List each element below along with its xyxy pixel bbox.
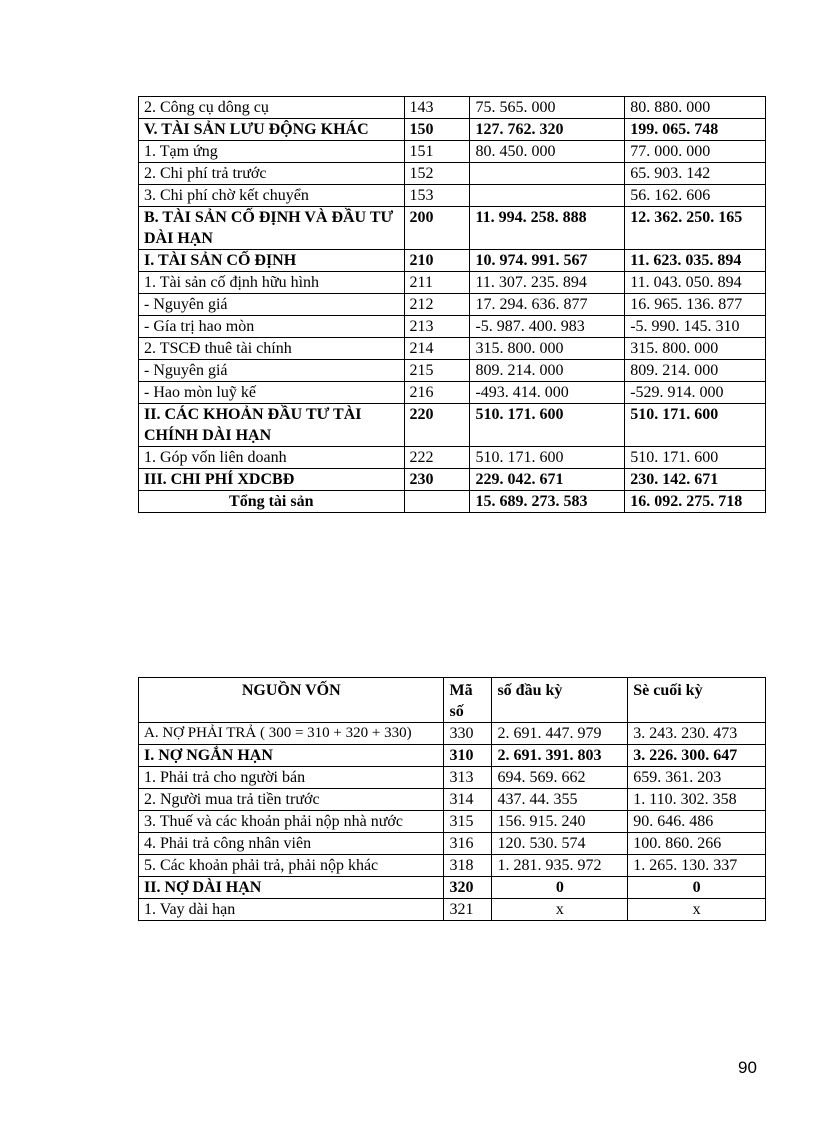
header-sources: NGUỒN VỐN (139, 678, 444, 723)
row-name: II. NỢ DÀI HẠN (139, 877, 444, 899)
row-code: 216 (404, 382, 470, 404)
table-row (139, 745, 766, 767)
row-end-value: 77. 000. 000 (625, 141, 766, 163)
capital-sources-table (138, 677, 766, 921)
table-row (139, 447, 766, 469)
row-end-value: -529. 914. 000 (625, 382, 766, 404)
row-code: 330 (444, 723, 492, 745)
table-row (139, 767, 766, 789)
row-begin-value: 17. 294. 636. 877 (470, 294, 625, 316)
row-name: 3. Chi phí chờ kết chuyển (139, 185, 405, 207)
row-end-value: 65. 903. 142 (625, 163, 766, 185)
row-name: 2. Người mua trả tiền trước (139, 789, 444, 811)
table-row (139, 789, 766, 811)
row-end-value: 1. 265. 130. 337 (628, 855, 766, 877)
row-code: 151 (404, 141, 470, 163)
table-row (139, 360, 766, 382)
row-code: 314 (444, 789, 492, 811)
row-code: 153 (404, 185, 470, 207)
row-code: 200 (404, 207, 470, 250)
row-end-value: 3. 226. 300. 647 (628, 745, 766, 767)
header-code: Mã số (444, 678, 492, 723)
row-code: 310 (444, 745, 492, 767)
row-name: 2. Công cụ dông cụ (139, 97, 405, 119)
row-code: 316 (444, 833, 492, 855)
row-end-value: -5. 990. 145. 310 (625, 316, 766, 338)
row-name: - Nguyên giá (139, 294, 405, 316)
table-row (139, 141, 766, 163)
row-begin-value: -5. 987. 400. 983 (470, 316, 625, 338)
row-code: 230 (404, 469, 470, 491)
row-code: 315 (444, 811, 492, 833)
row-begin-value: 510. 171. 600 (470, 404, 625, 447)
table-row (139, 97, 766, 119)
row-name: I. TÀI SẢN CỐ ĐỊNH (139, 250, 405, 272)
row-begin-value: 156. 915. 240 (492, 811, 628, 833)
row-code: 318 (444, 855, 492, 877)
row-name: III. CHI PHÍ XDCBĐ (139, 469, 405, 491)
row-code: 143 (404, 97, 470, 119)
row-end-value: 12. 362. 250. 165 (625, 207, 766, 250)
header-end: Sè cuối kỳ (628, 678, 766, 723)
row-begin-value: x (492, 899, 628, 921)
row-name: 1. Tạm ứng (139, 141, 405, 163)
row-begin-value: 75. 565. 000 (470, 97, 625, 119)
table-row (139, 294, 766, 316)
row-end-value: 90. 646. 486 (628, 811, 766, 833)
table-row (139, 207, 766, 250)
row-code: 222 (404, 447, 470, 469)
row-name: 2. Chi phí trả trước (139, 163, 405, 185)
table-row (139, 119, 766, 141)
row-end-value: 56. 162. 606 (625, 185, 766, 207)
row-name: 4. Phải trả công nhân viên (139, 833, 444, 855)
row-end-value: 1. 110. 302. 358 (628, 789, 766, 811)
row-end-value: 659. 361. 203 (628, 767, 766, 789)
assets-table (138, 96, 766, 513)
table-row (139, 382, 766, 404)
row-begin-value: 127. 762. 320 (470, 119, 625, 141)
row-begin-value: 694. 569. 662 (492, 767, 628, 789)
row-name: 2. TSCĐ thuê tài chính (139, 338, 405, 360)
row-begin-value: 2. 691. 391. 803 (492, 745, 628, 767)
row-end-value: 315. 800. 000 (625, 338, 766, 360)
row-end-value: 510. 171. 600 (625, 404, 766, 447)
row-end-value: 11. 623. 035. 894 (625, 250, 766, 272)
row-begin-value: 10. 974. 991. 567 (470, 250, 625, 272)
row-name: - Gía trị hao mòn (139, 316, 405, 338)
row-name: II. CÁC KHOẢN ĐẦU TƯ TÀI CHÍNH DÀI HẠN (139, 404, 405, 447)
row-name: 5. Các khoản phải trả, phải nộp khác (139, 855, 444, 877)
table-row (139, 272, 766, 294)
row-name: - Nguyên giá (139, 360, 405, 382)
table-row (139, 723, 766, 745)
row-begin-value (470, 163, 625, 185)
row-begin-value: 315. 800. 000 (470, 338, 625, 360)
row-code: 210 (404, 250, 470, 272)
row-code: 214 (404, 338, 470, 360)
table-row (139, 163, 766, 185)
row-begin-value: -493. 414. 000 (470, 382, 625, 404)
table-row (139, 811, 766, 833)
row-end-value: 80. 880. 000 (625, 97, 766, 119)
row-code: 150 (404, 119, 470, 141)
row-name: 1. Góp vốn liên doanh (139, 447, 405, 469)
row-begin-value: 510. 171. 600 (470, 447, 625, 469)
row-end-value: 3. 243. 230. 473 (628, 723, 766, 745)
row-code: 211 (404, 272, 470, 294)
row-name: Tổng tài sản (139, 491, 405, 513)
row-name: 1. Phải trả cho người bán (139, 767, 444, 789)
row-end-value: x (628, 899, 766, 921)
table-row (139, 185, 766, 207)
row-begin-value: 120. 530. 574 (492, 833, 628, 855)
table-row (139, 338, 766, 360)
row-begin-value: 1. 281. 935. 972 (492, 855, 628, 877)
row-code: 321 (444, 899, 492, 921)
row-end-value: 16. 092. 275. 718 (625, 491, 766, 513)
row-end-value: 0 (628, 877, 766, 899)
table-row (139, 877, 766, 899)
row-end-value: 199. 065. 748 (625, 119, 766, 141)
row-end-value: 809. 214. 000 (625, 360, 766, 382)
row-begin-value: 229. 042. 671 (470, 469, 625, 491)
row-end-value: 100. 860. 266 (628, 833, 766, 855)
row-begin-value: 809. 214. 000 (470, 360, 625, 382)
row-name: V. TÀI SẢN LƯU ĐỘNG KHÁC (139, 119, 405, 141)
table-row (139, 833, 766, 855)
table-row (139, 250, 766, 272)
row-code (404, 491, 470, 513)
table-row (139, 469, 766, 491)
table-row (139, 316, 766, 338)
row-begin-value: 437. 44. 355 (492, 789, 628, 811)
row-begin-value: 11. 994. 258. 888 (470, 207, 625, 250)
row-code: 313 (444, 767, 492, 789)
row-begin-value: 2. 691. 447. 979 (492, 723, 628, 745)
table-row (139, 899, 766, 921)
row-code: 215 (404, 360, 470, 382)
table-row (139, 404, 766, 447)
table-row (139, 855, 766, 877)
table-header-row (139, 678, 766, 723)
row-end-value: 11. 043. 050. 894 (625, 272, 766, 294)
row-name: B. TÀI SẢN CỐ ĐỊNH VÀ ĐẦU TƯ DÀI HẠN (139, 207, 405, 250)
row-name: 1. Vay dài hạn (139, 899, 444, 921)
row-begin-value: 0 (492, 877, 628, 899)
row-code: 212 (404, 294, 470, 316)
row-begin-value (470, 185, 625, 207)
row-name: I. NỢ NGẮN HẠN (139, 745, 444, 767)
row-code: 152 (404, 163, 470, 185)
row-name: 1. Tài sản cố định hữu hình (139, 272, 405, 294)
row-name: A. NỢ PHẢI TRẢ ( 300 = 310 + 320 + 330) (139, 723, 444, 745)
row-end-value: 16. 965. 136. 877 (625, 294, 766, 316)
row-end-value: 510. 171. 600 (625, 447, 766, 469)
row-code: 213 (404, 316, 470, 338)
row-begin-value: 11. 307. 235. 894 (470, 272, 625, 294)
row-code: 220 (404, 404, 470, 447)
row-end-value: 230. 142. 671 (625, 469, 766, 491)
row-code: 320 (444, 877, 492, 899)
header-begin: số đầu kỳ (492, 678, 628, 723)
row-begin-value: 15. 689. 273. 583 (470, 491, 625, 513)
row-begin-value: 80. 450. 000 (470, 141, 625, 163)
page-number: 90 (738, 1058, 757, 1077)
table-row (139, 491, 766, 513)
row-name: - Hao mòn luỹ kế (139, 382, 405, 404)
row-name: 3. Thuế và các khoản phải nộp nhà nước (139, 811, 444, 833)
